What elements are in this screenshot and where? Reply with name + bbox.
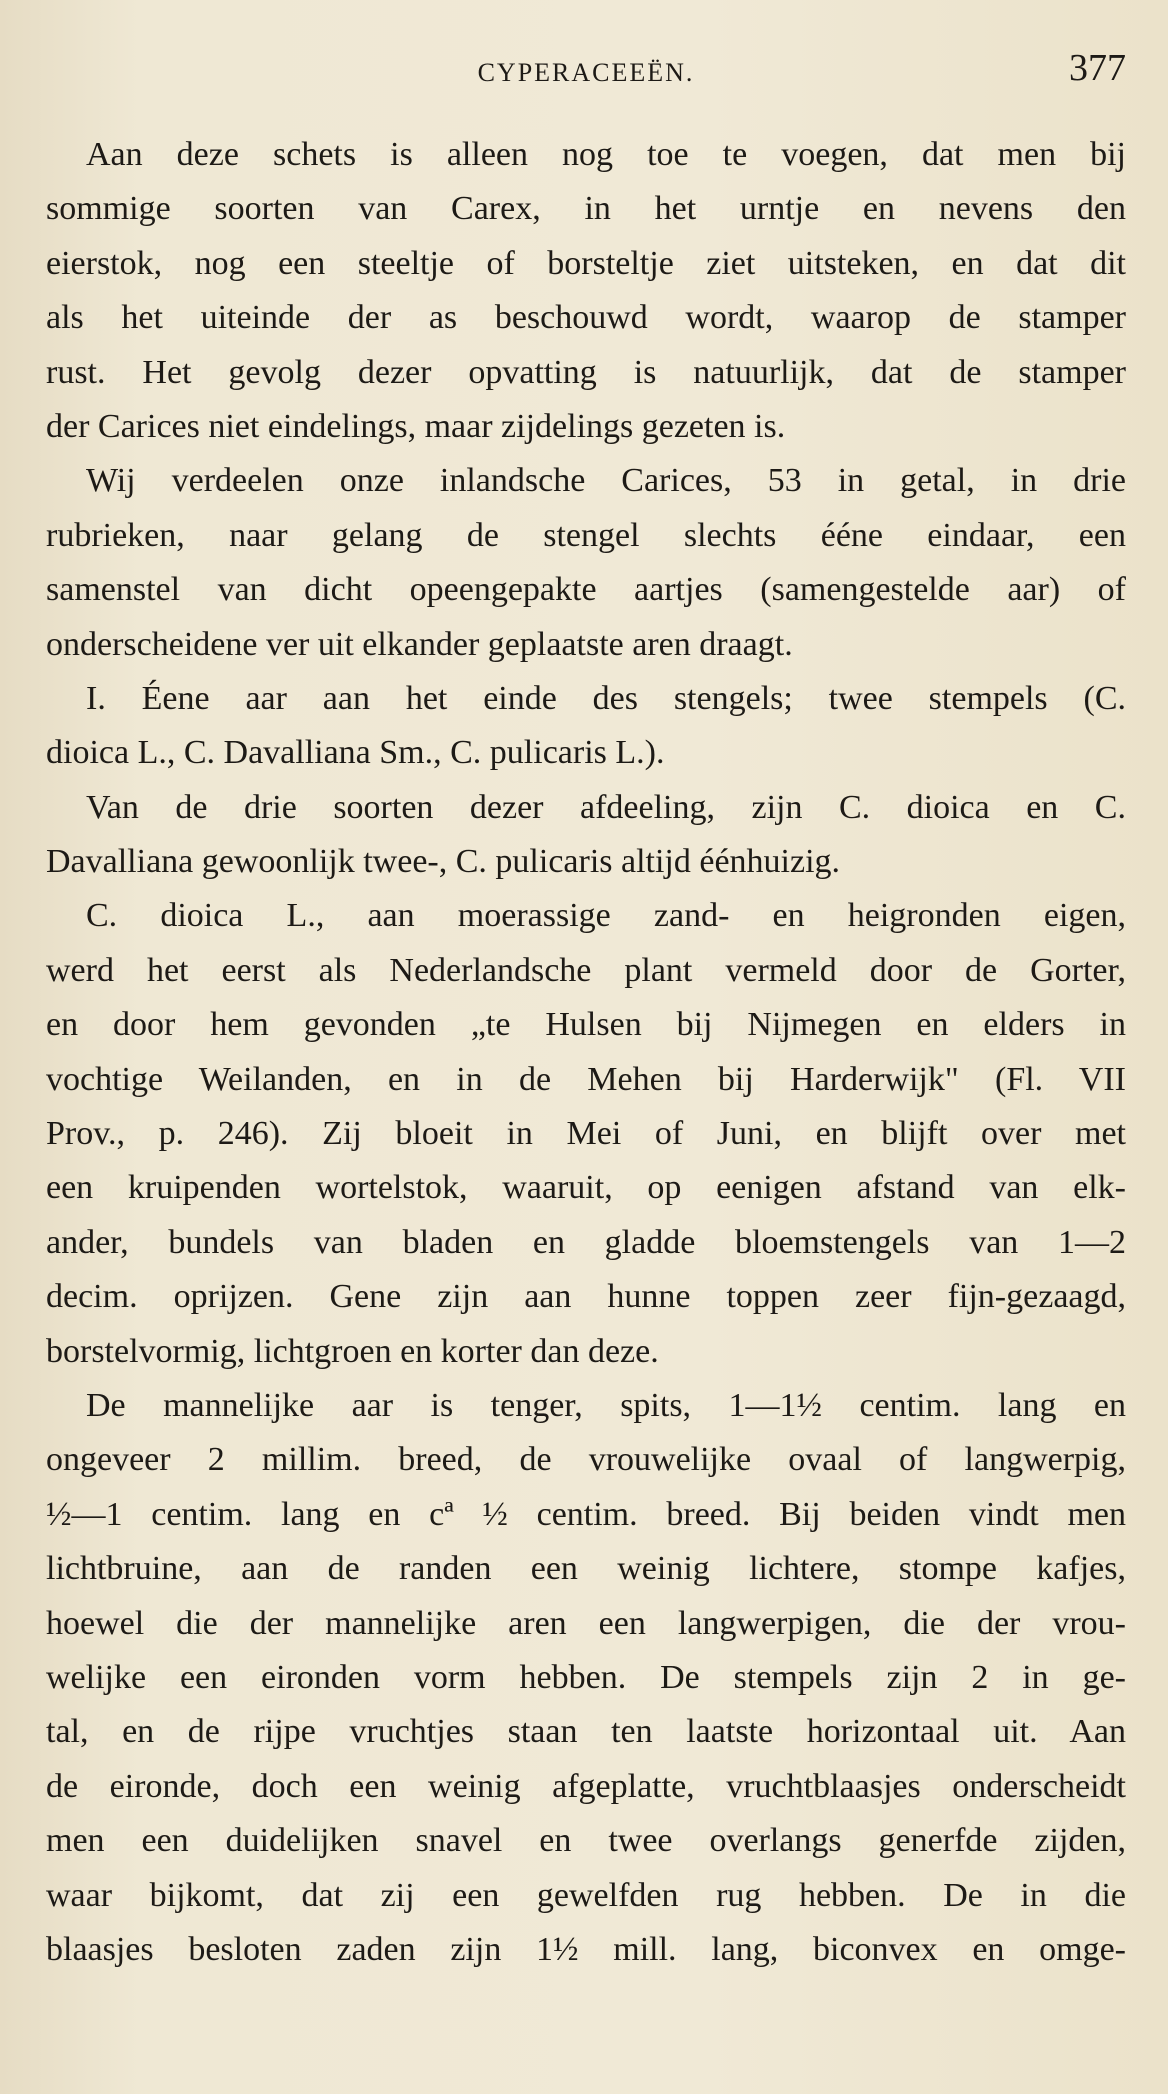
paragraph [46, 454, 1126, 672]
text-line: samenstel van dicht opeengepakte aartjes (samengestelde aar) of [46, 571, 1126, 609]
text-line: borstelvormig, lichtgroen en korter dan deze. [46, 1332, 659, 1370]
text-line: sommige soorten van Carex, in het urntje en nevens den [46, 190, 1126, 228]
text-line: en door hem gevonden „te Hulsen bij Nijmegen en elders in [46, 1006, 1126, 1044]
text-line: C. dioica L., aan moerassige zand- en heigronden eigen, [86, 897, 1126, 935]
text-line: ½—1 centim. lang en cª ½ centim. breed. Bij beiden vindt men [46, 1495, 1126, 1533]
text-line: rubrieken, naar gelang de stengel slechts ééne eindaar, een [46, 516, 1126, 554]
text-line: Wij verdeelen onze inlandsche Carices, 53 in getal, in drie [86, 462, 1126, 500]
page-header [46, 40, 1126, 100]
text-line: de eironde, doch een weinig afgeplatte, vruchtblaasjes onderscheidt [46, 1767, 1126, 1805]
text-line: blaasjes besloten zaden zijn 1½ mill. lang, biconvex en omge- [46, 1930, 1126, 1968]
text-line: vochtige Weilanden, en in de Mehen bij Harderwijk" (Fl. VII [46, 1060, 1126, 1098]
text-line: Aan deze schets is alleen nog toe te voegen, dat men bij [86, 136, 1126, 173]
text-line: Van de drie soorten dezer afdeeling, zijn C. dioica en C. [86, 788, 1126, 826]
text-line: rust. Het gevolg dezer opvatting is natuurlijk, dat de stamper [46, 353, 1126, 391]
text-line: decim. oprijzen. Gene zijn aan hunne toppen zeer fijn-gezaagd, [46, 1278, 1126, 1316]
text-line: als het uiteinde der as beschouwd wordt, waarop de stamper [46, 299, 1126, 337]
text-line: ander, bundels van bladen en gladde bloemstengels van 1—2 [46, 1223, 1126, 1261]
page-number: 377 [1069, 47, 1126, 89]
text-line: ongeveer 2 millim. breed, de vrouwelijke ovaal of langwerpig, [46, 1441, 1126, 1479]
text-line: welijke een eironden vorm hebben. De stempels zijn 2 in ge- [46, 1658, 1126, 1696]
text-line: werd het eerst als Nederlandsche plant vermeld door de Gorter, [46, 951, 1126, 989]
text-line: dioica L., C. Davalliana Sm., C. pulicaris L.). [46, 734, 665, 772]
text-line: De mannelijke aar is tenger, spits, 1—1½ centim. lang en [86, 1386, 1126, 1424]
paragraph [46, 1379, 1126, 1977]
text-line: Davalliana gewoonlijk twee-, C. pulicaris altijd éénhuizig. [46, 843, 841, 881]
text-line: men een duidelijken snavel en twee overlangs generfde zijden, [46, 1822, 1126, 1860]
paragraph [46, 672, 1126, 781]
text-line: waar bijkomt, dat zij een gewelfden rug hebben. De in die [46, 1876, 1126, 1914]
text-line: hoewel die der mannelijke aren een langwerpigen, die der vrou- [46, 1604, 1126, 1642]
text-line: tal, en de rijpe vruchtjes staan ten laatste horizontaal uit. Aan [46, 1713, 1126, 1751]
paragraph [46, 889, 1126, 1379]
running-title: CYPERACEEËN. [477, 58, 695, 87]
text-line: een kruipenden wortelstok, waaruit, op eenigen afstand van elk- [46, 1169, 1126, 1207]
text-line: I. Éene aar aan het einde des stengels; twee stempels (C. [86, 679, 1126, 717]
paragraph [46, 128, 1126, 454]
body-text [46, 128, 1126, 1977]
text-line: Prov., p. 246). Zij bloeit in Mei of Juni, en blijft over met [46, 1115, 1126, 1153]
text-line: eierstok, nog een steeltje of borsteltje ziet uitsteken, en dat dit [46, 244, 1126, 282]
text-line: der Carices niet eindelings, maar zijdelings gezeten is. [46, 407, 786, 445]
text-line: onderscheidene ver uit elkander geplaatste aren draagt. [46, 625, 793, 663]
text-line: lichtbruine, aan de randen een weinig lichtere, stompe kafjes, [46, 1550, 1126, 1588]
paragraph [46, 781, 1126, 890]
